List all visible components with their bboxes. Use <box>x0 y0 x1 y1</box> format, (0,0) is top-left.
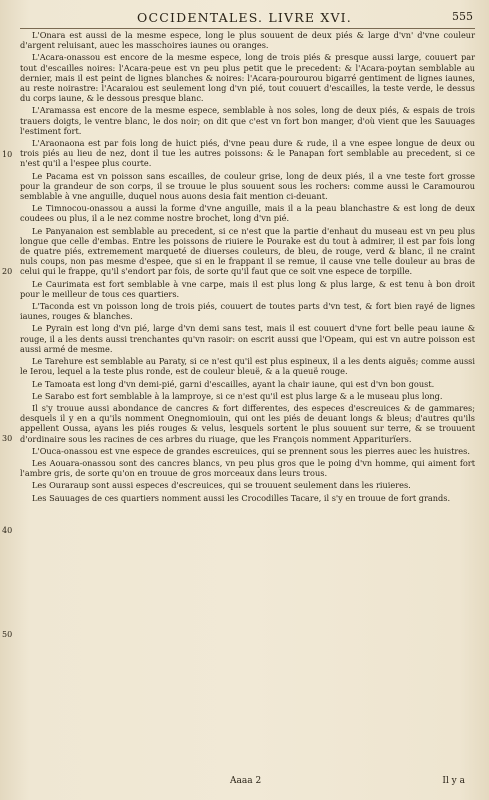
catchword: Il y a <box>442 776 465 786</box>
paragraph: Le Caurimata est fort semblable à vne carpe, mais il est plus long & plus large, & est tenu à bon droit pour le meilleur de tous ces quartiers. <box>20 278 475 299</box>
header-rule <box>20 28 475 29</box>
margin-number: 30 <box>2 434 13 443</box>
paragraph: Le Panyanaion est semblable au precedent, si ce n'est que la partie d'enhaut du museau est vn peu plus longue que celle d'embas. Entre les poissons de riuiere le Pourake est du tout à admirer, il est par fois long de quatre piés, extremement marqueté de diuerses couleurs, de bleu, de rouge, verd & blanc, il ne craint nuls coups, non pas mesme d'espee, que si en le frappant il se remue, il cause vne telle douleur au bras de celui qui le frappe, qu'il s'endort par fois, de sorte qu'il faut que ce soit vne espece de torpille. <box>20 225 475 277</box>
body-text <box>20 30 475 505</box>
paragraph: L'Ouca-onassou est vne espece de grandes escreuices, qui se prennent sous les pierres auec les huistres. <box>32 445 470 456</box>
paragraph: Le Pyrain est long d'vn pié, large d'vn demi sans test, mais il est couuert d'vne fort belle peau iaune & rouge, il a les dents aussi trenchantes qu'vn rasoir: on escrit aussi que l'Opeam, qui est vn autre poisson est aussi armé de mesme. <box>20 323 475 354</box>
paragraph: L'Aramassa est encore de la mesme espece, semblable à nos soles, long de deux piés, & espais de trois trauers doigts, le ventre blanc, le dos noir; on dit que c'est vn fort bon manger, d'où vient que les Sauuages l'estiment fort. <box>20 105 475 136</box>
signature-mark: Aaaa 2 <box>230 776 262 786</box>
paragraph: Le Tamoata est long d'vn demi-pié, garni d'escailles, ayant la chair iaune, qui est d'vn bon goust. <box>32 378 435 389</box>
margin-number: 20 <box>2 267 13 276</box>
page-number: 555 <box>452 10 473 23</box>
paragraph: Le Pacama est vn poisson sans escailles, de couleur grise, long de deux piés, il a vne teste fort grosse pour la grandeur de son corps, il se trouue le plus souuent sous les rochers: comme aussi le Caramourou semblable à vne anguille, duquel nous auons desia fait mention ci-deuant. <box>20 170 475 202</box>
paragraph: L'Onara est aussi de la mesme espece, long le plus souuent de deux piés & large d'vn' d'vne couleur d'argent reluisant, auec les masschoires iaunes ou oranges. <box>20 30 475 51</box>
paragraph: Le Tarehure est semblable au Paraty, si ce n'est qu'il est plus espineux, il a les dents aiguës; comme aussi le Ierou, lequel a la teste plus ronde, est de couleur bleuë, & a la queuë rouge. <box>20 356 475 377</box>
running-head: OCCIDENTALES. LIVRE XVI. <box>137 10 352 25</box>
margin-number: 40 <box>2 526 13 535</box>
paragraph: L'Araonaona est par fois long de huict piés, d'vne peau dure & rude, il a vne espee longue de deux ou trois piés au lieu de nez, dont il tue les autres poissons: & le Panapan fort semblable au precedent, si ce n'est qu'il a l'espee plus courte. <box>20 138 475 169</box>
paragraph: L'Taconda est vn poisson long de trois piés, couuert de toutes parts d'vn test, & fort bien rayé de lignes iaunes, rouges & blanches. <box>20 301 475 322</box>
paragraph: Les Sauuages de ces quartiers nomment aussi les Crocodilles Tacare, il s'y en trouue de fort grands. <box>32 492 451 503</box>
paragraph: L'Acara-onassou est encore de la mesme espece, long de trois piés & presque aussi large, couuert par tout d'escailles noires: l'Acara-peue est vn peu plus petit que le precedent: & l'Acara-poytan semblable au dernier, mais il est peint de lignes blanches & noires: l'Acara-pourourou bigarré gentiment de lignes iaunes, au reste noirastre: l'Acaraiou est seulement long d'vn pié, tout couuert d'escailles, la teste verde, le dessus du corps iaune, & le dessous presque blanc. <box>20 52 475 104</box>
paragraph: Il s'y trouue aussi abondance de cancres & fort differentes, des especes d'escreuices & de gammares; desquels il y en a qu'ils nomment Onegnomiouin, qui ont les piés de deuant longs & bleus; d'autres qu'ils appellent Oussa, ayans les piés rouges & velus, lesquels sortent le plus souuent sur terre, & se trouuent d'ordinaire sous les racines de ces arbres du riuage, que les François nomment Appariturïers. <box>20 402 475 444</box>
paragraph: Les Aouara-onassou sont des cancres blancs, vn peu plus gros que le poing d'vn homme, qui aiment fort l'ambre gris, de sorte qu'on en trouue de gros morceaux dans leurs trous. <box>20 457 475 479</box>
paragraph: Le Timnocou-onassou a aussi la forme d'vne anguille, mais il a la peau blanchastre & est long de deux coudees ou plus, il a le nez comme nostre brochet, long d'vn pié. <box>20 203 475 224</box>
page-footer <box>0 776 489 792</box>
paragraph: Les Ouraraup sont aussi especes d'escreuices, qui se trouuent seulement dans les riuieres. <box>32 480 411 491</box>
paragraph: Le Sarabo est fort semblable à la lamproye, si ce n'est qu'il est plus large & a le museau plus long. <box>32 390 443 401</box>
page-header <box>0 6 489 28</box>
margin-number: 10 <box>2 150 13 159</box>
margin-number: 50 <box>2 630 13 639</box>
